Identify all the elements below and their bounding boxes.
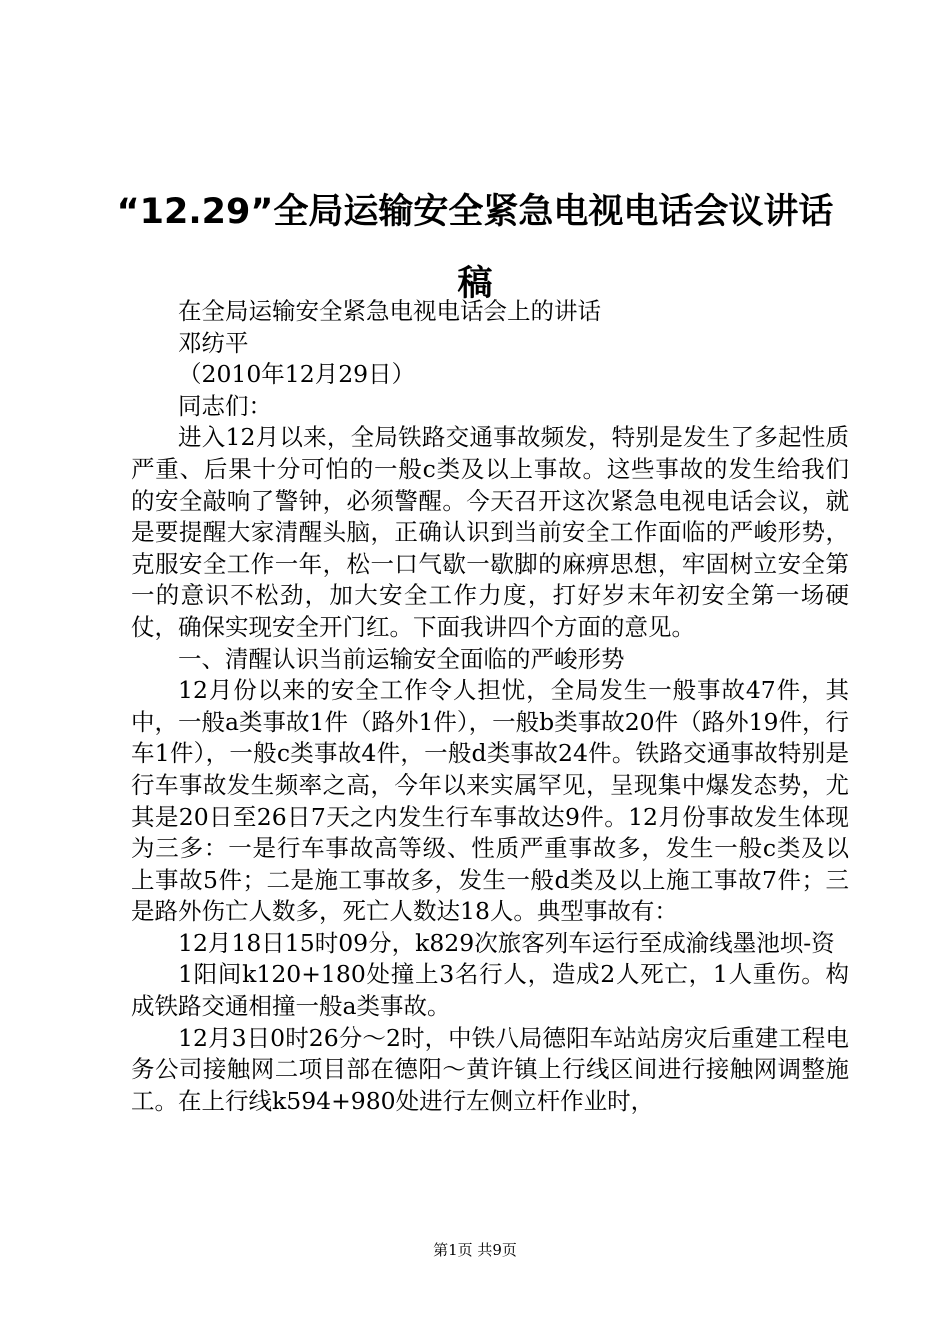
section-heading: 一、清醒认识当前运输安全面临的严峻形势 xyxy=(178,644,625,673)
document-title: “12.29”全局运输安全紧急电视电话会议讲话稿 xyxy=(116,192,834,304)
body-paragraph: 1阳间k120+180处撞上3名行人，造成2人死亡，1人重伤。构成铁路交通相撞一般a类事故。 xyxy=(131,960,849,1021)
speaker-name: 邓纺平 xyxy=(178,328,249,357)
speech-date: （2010年12月29日） xyxy=(178,360,416,389)
body-paragraph: 12月18日15时09分，k829次旅客列车运行至成渝线墨池坝-资 xyxy=(178,928,835,957)
document-body xyxy=(131,296,849,1117)
body-paragraph: 12月3日0时26分～2时，中铁八局德阳车站站房灾后重建工程电务公司接触网二项目部在德阳～黄许镇上行线区间进行接触网调整施工。在上行线k594+980处进行左侧立杆作业时， xyxy=(131,1023,849,1115)
speech-heading: 在全局运输安全紧急电视电话会上的讲话 xyxy=(178,297,601,325)
body-paragraph: 进入12月以来，全局铁路交通事故频发，特别是发生了多起性质严重、后果十分可怕的一般c类及以上事故。这些事故的发生给我们的安全敲响了警钟，必须警醒。今天召开这次紧急电视电话会议，就是要提醒大家清醒头脑，正确认识到当前安全工作面临的严峻形势，克服安全工作一年，松一口气歇一歇脚的麻痹思想，牢固树立安全第一的意识不松劲，加大安全工作力度，打好岁末年初安全第一场硬仗，确保实现安全开门红。下面我讲四个方面的意见。 xyxy=(131,423,849,641)
body-paragraph: 12月份以来的安全工作令人担忧，全局发生一般事故47件，其中，一般a类事故1件（路外1件），一般b类事故20件（路外19件，行车1件），一般c类事故4件，一般d类事故24件。铁路交通事故特别是行车事故发生频率之高，今年以来实属罕见，呈现集中爆发态势，尤其是20日至26日7天之内发生行车事故达9件。12月份事故发生体现为三多：一是行车事故高等级、性质严重事故多，发生一般c类及以上事故5件；二是施工事故多，发生一般d类及以上施工事故7件；三是路外伤亡人数多，死亡人数达18人。典型事故有： xyxy=(131,676,850,926)
salutation: 同志们： xyxy=(178,391,272,420)
page-footer: 第1页 共9页 xyxy=(433,1241,517,1259)
